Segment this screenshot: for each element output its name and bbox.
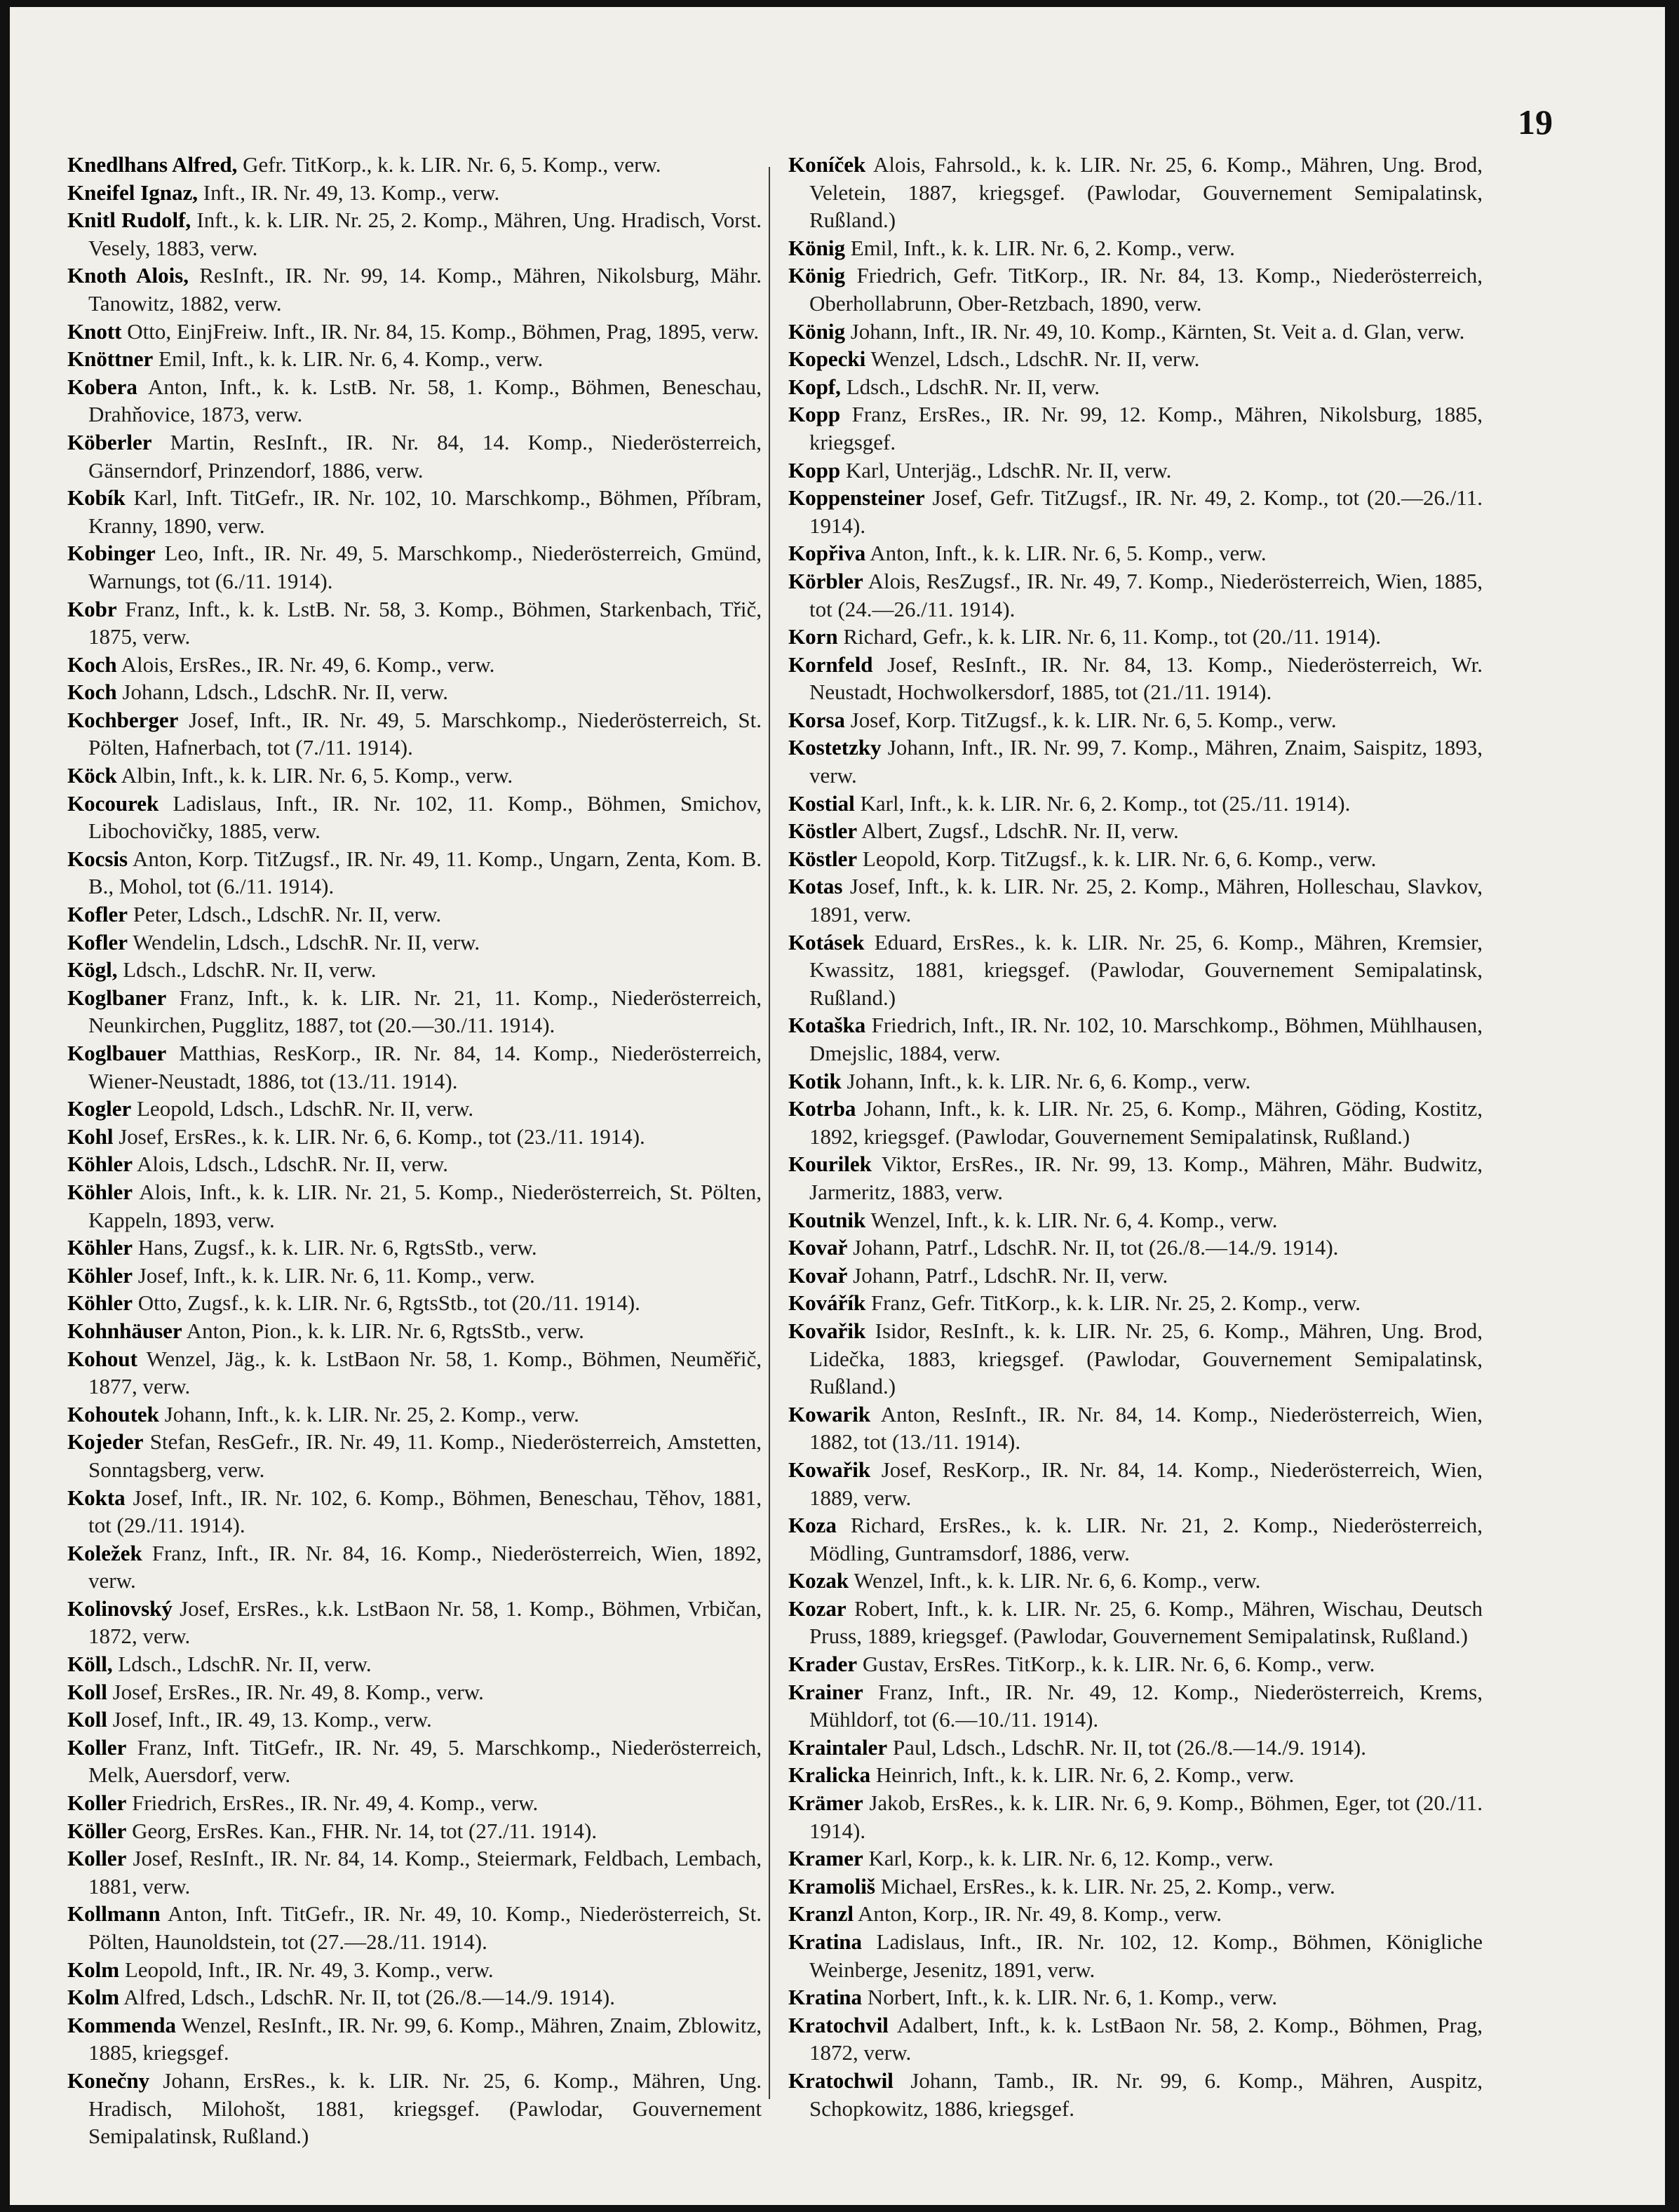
entry-details: Josef, ResInft., IR. Nr. 84, 13. Komp., Niederösterreich, Wr. Neustadt, Hochwolkersdorf, 1885, tot (21./11. 1914). <box>809 652 1483 705</box>
entry-surname: Kobera <box>67 374 137 399</box>
roll-entry <box>67 539 762 595</box>
entry-details: Alois, Fahrsold., k. k. LIR. Nr. 25, 6. Komp., Mähren, Ung. Brod, Veletein, 1887, kriegsgef. (Pawlodar, Gouvernement Semipalatinsk, Rußland.) <box>809 152 1483 233</box>
entry-details: Albin, Inft., k. k. LIR. Nr. 6, 5. Komp., verw. <box>121 763 513 788</box>
entry-surname: Kofler <box>67 929 128 955</box>
entry-details: Norbert, Inft., k. k. LIR. Nr. 6, 1. Komp., verw. <box>867 1985 1278 2010</box>
entry-surname: Kornfeld <box>788 652 873 677</box>
entry-details: Inft., k. k. LIR. Nr. 25, 2. Komp., Mähren, Ung. Hradisch, Vorst. Vesely, 1883, verw. <box>88 208 762 260</box>
entry-surname: Kobr <box>67 596 117 621</box>
roll-entry <box>788 1095 1483 1150</box>
column-divider <box>769 167 770 2099</box>
entry-details: Franz, Inft., k. k. LIR. Nr. 21, 11. Komp., Niederösterreich, Neunkirchen, Pugglitz, 1887, tot (20.—30./11. 1914). <box>88 985 762 1038</box>
roll-entry <box>67 678 762 706</box>
roll-entry <box>67 1817 762 1845</box>
entry-surname: Korn <box>788 624 838 649</box>
entry-details: Emil, Inft., k. k. LIR. Nr. 6, 4. Komp., verw. <box>159 346 544 372</box>
entry-details: Anton, Korp., IR. Nr. 49, 8. Komp., verw. <box>858 1901 1222 1927</box>
entry-surname: Koležek <box>67 1540 142 1565</box>
entry-surname: Koppensteiner <box>788 485 925 511</box>
roll-entry <box>67 1345 762 1401</box>
entry-surname: Knöttner <box>67 346 154 372</box>
roll-entry <box>788 373 1483 401</box>
entry-surname: Konečny <box>67 2068 150 2093</box>
entry-details: Wenzel, Jäg., k. k. LstBaon Nr. 58, 1. Komp., Böhmen, Neuměřič, 1877, verw. <box>88 1346 762 1399</box>
entry-details: Josef, ResInft., IR. Nr. 84, 14. Komp., Steiermark, Feldbach, Lembach, 1881, verw. <box>88 1846 762 1899</box>
entry-surname: Köhler <box>67 1235 133 1260</box>
entry-surname: König <box>788 318 845 344</box>
entry-details: Gefr. TitKorp., k. k. LIR. Nr. 6, 5. Komp., verw. <box>243 152 661 177</box>
entry-details: Inft., IR. Nr. 49, 13. Komp., verw. <box>203 180 500 205</box>
roll-entry <box>67 1484 762 1539</box>
roll-entry <box>67 929 762 957</box>
entry-details: Johann, Inft., k. k. LIR. Nr. 6, 6. Komp., verw. <box>847 1068 1251 1093</box>
roll-entry <box>788 623 1483 651</box>
entry-details: Anton, Inft., k. k. LIR. Nr. 6, 5. Komp., verw. <box>870 541 1267 566</box>
entry-details: Ldsch., LdschR. Nr. II, verw. <box>123 957 377 983</box>
roll-entry <box>788 1234 1483 1262</box>
entry-details: Franz, ErsRes., IR. Nr. 99, 12. Komp., Mähren, Nikolsburg, 1885, kriegsgef. <box>809 402 1483 454</box>
roll-entry <box>67 1983 762 2011</box>
entry-surname: Köhler <box>67 1152 133 1177</box>
entry-surname: Kotaška <box>788 1013 866 1038</box>
roll-entry <box>67 179 762 207</box>
roll-entry <box>788 1678 1483 1734</box>
roll-entry <box>67 151 762 179</box>
roll-entry <box>67 1262 762 1290</box>
entry-surname: Kozar <box>788 1596 847 1621</box>
roll-entry <box>788 1650 1483 1678</box>
roll-entry <box>788 1511 1483 1567</box>
page-number: 19 <box>1518 102 1553 142</box>
entry-surname: Koch <box>67 680 117 705</box>
entry-surname: Kotásek <box>788 929 865 955</box>
entry-details: Johann, Patrf., LdschR. Nr. II, verw. <box>853 1262 1168 1288</box>
entry-surname: Koutnik <box>788 1207 866 1232</box>
entry-surname: Krainer <box>788 1679 863 1704</box>
entry-details: Alois, ResZugsf., IR. Nr. 49, 7. Komp., Niederösterreich, Wien, 1885, tot (24.—26./11. 1914). <box>809 568 1483 621</box>
entry-details: Alois, Inft., k. k. LIR. Nr. 21, 5. Komp., Niederösterreich, St. Pölten, Kappeln, 1893, verw. <box>88 1179 762 1232</box>
roll-entry <box>67 790 762 845</box>
entry-surname: Kolm <box>67 1985 120 2010</box>
entry-surname: Koglbauer <box>67 1041 167 1065</box>
entry-details: Otto, Zugsf., k. k. LIR. Nr. 6, RgtsStb., tot (20./11. 1914). <box>137 1290 640 1316</box>
entry-details: Johann, Inft., k. k. LIR. Nr. 25, 2. Komp., verw. <box>164 1401 579 1427</box>
entry-details: Gustav, ErsRes. TitKorp., k. k. LIR. Nr. 6, 6. Komp., verw. <box>862 1652 1375 1677</box>
entry-details: Josef, Korp. TitZugsf., k. k. LIR. Nr. 6, 5. Komp., verw. <box>850 707 1337 732</box>
roll-entry <box>788 457 1483 485</box>
entry-details: Matthias, ResKorp., IR. Nr. 84, 14. Komp., Niederösterreich, Wiener-Neustadt, 1886, tot (13./11. 1914). <box>88 1041 762 1093</box>
entry-details: Leopold, Korp. TitZugsf., k. k. LIR. Nr. 6, 6. Komp., verw. <box>862 846 1377 871</box>
entry-details: Franz, Inft., IR. Nr. 84, 16. Komp., Niederösterreich, Wien, 1892, verw. <box>88 1540 762 1593</box>
entry-surname: Kovař <box>788 1262 848 1288</box>
roll-entry <box>788 1567 1483 1595</box>
entry-surname: Kohnhäuser <box>67 1318 182 1343</box>
entry-details: Ldsch., LdschR. Nr. II, verw. <box>846 374 1100 399</box>
entry-surname: Kotas <box>788 874 843 899</box>
roll-entry <box>788 2011 1483 2067</box>
entry-surname: Köck <box>67 763 117 788</box>
right-column <box>788 151 1483 2122</box>
roll-entry <box>67 1317 762 1345</box>
roll-entry <box>67 1123 762 1151</box>
entry-details: Peter, Ldsch., LdschR. Nr. II, verw. <box>133 902 442 927</box>
roll-entry <box>788 318 1483 346</box>
roll-entry <box>67 484 762 539</box>
roll-entry <box>67 1150 762 1178</box>
entry-details: Friedrich, ErsRes., IR. Nr. 49, 4. Komp., verw. <box>132 1790 539 1816</box>
entry-surname: Koch <box>67 652 117 677</box>
entry-surname: Kotik <box>788 1068 842 1093</box>
entry-details: Josef, ResKorp., IR. Nr. 84, 14. Komp., Niederösterreich, Wien, 1889, verw. <box>809 1457 1483 1510</box>
roll-entry <box>788 1150 1483 1206</box>
entry-details: Franz, Inft. TitGefr., IR. Nr. 49, 5. Marschkomp., Niederösterreich, Melk, Auersdorf, verw. <box>88 1734 762 1788</box>
roll-entry <box>67 2011 762 2067</box>
entry-surname: König <box>788 263 845 288</box>
entry-details: Karl, Unterjäg., LdschR. Nr. II, verw. <box>845 457 1172 483</box>
entry-details: Ladislaus, Inft., IR. Nr. 102, 11. Komp., Böhmen, Smichov, Libochovičky, 1885, verw. <box>88 790 762 844</box>
roll-entry <box>67 373 762 429</box>
entry-surname: Kowarik <box>788 1401 871 1427</box>
entry-details: Richard, Gefr., k. k. LIR. Nr. 6, 11. Komp., tot (20./11. 1914). <box>843 624 1381 649</box>
entry-details: Wenzel, Inft., k. k. LIR. Nr. 6, 4. Komp., verw. <box>870 1207 1278 1232</box>
roll-entry <box>788 1262 1483 1290</box>
entry-surname: Knott <box>67 318 122 344</box>
roll-entry <box>67 762 762 790</box>
roll-entry <box>788 651 1483 706</box>
entry-details: Ladislaus, Inft., IR. Nr. 102, 12. Komp., Böhmen, Königliche Weinberge, Jesenitz, 1891, verw. <box>809 1929 1483 1982</box>
roll-entry <box>67 2067 762 2150</box>
entry-details: Johann, Ldsch., LdschR. Nr. II, verw. <box>122 680 448 705</box>
entry-surname: Koller <box>67 1790 127 1816</box>
entry-details: Karl, Inft. TitGefr., IR. Nr. 102, 10. Marschkomp., Böhmen, Příbram, Kranny, 1890, verw. <box>88 485 762 538</box>
entry-surname: Kratochvil <box>788 2012 889 2037</box>
roll-entry <box>788 1456 1483 1511</box>
entry-details: Adalbert, Inft., k. k. LstBaon Nr. 58, 2. Komp., Böhmen, Prag, 1872, verw. <box>809 2012 1483 2065</box>
entry-details: Alois, Ldsch., LdschR. Nr. II, verw. <box>137 1152 449 1177</box>
roll-entry <box>788 1900 1483 1928</box>
roll-entry <box>788 790 1483 818</box>
entry-details: Johann, Inft., IR. Nr. 49, 10. Komp., Kärnten, St. Veit a. d. Glan, verw. <box>850 318 1465 344</box>
entry-details: ResInft., IR. Nr. 99, 14. Komp., Mähren, Nikolsburg, Mähr. Tanowitz, 1882, verw. <box>88 263 762 316</box>
roll-entry <box>788 400 1483 456</box>
entry-details: Isidor, ResInft., k. k. LIR. Nr. 25, 6. Komp., Mähren, Ung. Brod, Lidečka, 1883, kriegsgef. (Pawlodar, Gouvernement Semipalatinsk, Rußland.) <box>809 1318 1483 1399</box>
roll-entry <box>788 1928 1483 1983</box>
entry-surname: Koza <box>788 1513 837 1538</box>
roll-entry <box>67 1956 762 1984</box>
roll-entry <box>788 706 1483 734</box>
roll-entry <box>788 872 1483 928</box>
roll-entry <box>67 1095 762 1123</box>
entry-surname: Kramer <box>788 1846 863 1871</box>
entry-surname: Koller <box>67 1846 127 1871</box>
entry-surname: Kojeder <box>67 1429 144 1455</box>
entry-details: Alfred, Ldsch., LdschR. Nr. II, tot (26./8.—14./9. 1914). <box>123 1985 615 2010</box>
left-column <box>67 151 762 2150</box>
entry-details: Josef, ErsRes., IR. Nr. 49, 8. Komp., verw. <box>112 1679 484 1704</box>
roll-entry <box>67 595 762 651</box>
entry-details: Wenzel, Inft., k. k. LIR. Nr. 6, 6. Komp., verw. <box>854 1568 1261 1593</box>
entry-details: Jakob, ErsRes., k. k. LIR. Nr. 6, 9. Komp., Böhmen, Eger, tot (20./11. 1914). <box>809 1790 1483 1843</box>
entry-surname: Knedlhans Alfred, <box>67 152 238 177</box>
entry-surname: König <box>788 235 845 260</box>
entry-details: Josef, Inft., k. k. LIR. Nr. 25, 2. Komp., Mähren, Holleschau, Slavkov, 1891, verw. <box>809 874 1483 927</box>
entry-surname: Kohl <box>67 1124 114 1149</box>
roll-entry <box>67 318 762 346</box>
entry-details: Anton, ResInft., IR. Nr. 84, 14. Komp., Niederösterreich, Wien, 1882, tot (13./11. 1914). <box>809 1401 1483 1455</box>
roll-entry <box>67 984 762 1039</box>
roll-entry <box>788 484 1483 539</box>
entry-surname: Kolinovský <box>67 1596 173 1621</box>
entry-surname: Koll <box>67 1679 107 1704</box>
entry-surname: Krämer <box>788 1790 863 1816</box>
roll-entry <box>788 262 1483 317</box>
entry-surname: Kratina <box>788 1985 863 2010</box>
roll-entry <box>788 1289 1483 1317</box>
roll-entry <box>788 1595 1483 1650</box>
entry-details: Johann, Patrf., LdschR. Nr. II, tot (26./8.—14./9. 1914). <box>853 1235 1339 1260</box>
entry-surname: Kneifel Ignaz, <box>67 180 198 205</box>
entry-surname: Kraintaler <box>788 1734 888 1760</box>
entry-surname: Körbler <box>788 568 863 593</box>
entry-surname: Kostial <box>788 790 855 816</box>
roll-entry <box>788 234 1483 262</box>
roll-entry <box>788 2067 1483 2122</box>
entry-details: Albert, Zugsf., LdschR. Nr. II, verw. <box>861 818 1179 844</box>
entry-surname: Kovařik <box>788 1318 866 1343</box>
entry-surname: Köhler <box>67 1290 133 1316</box>
entry-surname: Kolm <box>67 1957 120 1982</box>
entry-details: Johann, Tamb., IR. Nr. 99, 6. Komp., Mähren, Auspitz, Schopkowitz, 1886, kriegsgef. <box>809 2068 1483 2121</box>
entry-surname: Kostetzky <box>788 735 882 760</box>
entry-surname: Korsa <box>788 707 845 732</box>
roll-entry <box>67 1539 762 1595</box>
entry-surname: Köller <box>67 1818 127 1843</box>
entry-surname: Kranzl <box>788 1901 854 1927</box>
entry-details: Josef, Inft., k. k. LIR. Nr. 6, 11. Komp., verw. <box>137 1262 535 1288</box>
entry-details: Ldsch., LdschR. Nr. II, verw. <box>118 1652 372 1677</box>
roll-entry <box>67 651 762 679</box>
roll-entry <box>67 1595 762 1650</box>
roll-entry <box>788 151 1483 234</box>
roll-entry <box>788 345 1483 373</box>
roll-entry <box>788 539 1483 567</box>
roll-entry <box>788 1734 1483 1762</box>
roll-entry <box>788 1789 1483 1845</box>
entry-surname: Koglbaner <box>67 985 167 1010</box>
roll-entry <box>67 845 762 901</box>
entry-details: Michael, ErsRes., k. k. LIR. Nr. 25, 2. Komp., verw. <box>880 1873 1335 1899</box>
entry-details: Georg, ErsRes. Kan., FHR. Nr. 14, tot (27./11. 1914). <box>132 1818 598 1843</box>
entry-surname: Kramoliš <box>788 1873 875 1899</box>
roll-entry <box>788 1845 1483 1873</box>
entry-surname: Kopp <box>788 457 841 483</box>
roll-entry <box>788 1317 1483 1401</box>
roll-entry <box>67 345 762 373</box>
entry-surname: Kochberger <box>67 707 179 732</box>
entry-surname: Kocsis <box>67 846 128 871</box>
entry-details: Emil, Inft., k. k. LIR. Nr. 6, 2. Komp., verw. <box>850 235 1235 260</box>
entry-surname: Koníček <box>788 152 866 177</box>
roll-entry <box>67 956 762 984</box>
entry-surname: Kopf, <box>788 374 841 399</box>
entry-surname: Kopřiva <box>788 541 866 566</box>
entry-details: Viktor, ErsRes., IR. Nr. 99, 13. Komp., Mähren, Mähr. Budwitz, Jarmeritz, 1883, verw. <box>809 1152 1483 1204</box>
entry-details: Martin, ResInft., IR. Nr. 84, 14. Komp., Niederösterreich, Gänserndorf, Prinzendorf, 1886, verw. <box>88 429 762 483</box>
entry-details: Heinrich, Inft., k. k. LIR. Nr. 6, 2. Komp., verw. <box>875 1762 1295 1788</box>
entry-surname: Knoth Alois, <box>67 263 189 288</box>
roll-entry <box>67 1289 762 1317</box>
roll-entry <box>788 734 1483 789</box>
roll-entry <box>67 1428 762 1483</box>
roll-entry <box>788 1983 1483 2011</box>
entry-surname: Kommenda <box>67 2012 176 2037</box>
roll-entry <box>788 1401 1483 1456</box>
entry-surname: Kohoutek <box>67 1401 159 1427</box>
entry-details: Alois, ErsRes., IR. Nr. 49, 6. Komp., verw. <box>121 652 495 677</box>
entry-details: Anton, Inft. TitGefr., IR. Nr. 49, 10. Komp., Niederösterreich, St. Pölten, Haunoldstein, tot (27.—28./11. 1914). <box>88 1901 762 1954</box>
entry-surname: Köstler <box>788 846 858 871</box>
roll-entry <box>67 1401 762 1429</box>
entry-surname: Krader <box>788 1652 858 1677</box>
entry-surname: Kopecki <box>788 346 866 372</box>
entry-details: Josef, Inft., IR. 49, 13. Komp., verw. <box>112 1707 432 1732</box>
roll-entry <box>67 1234 762 1262</box>
entry-surname: Kratina <box>788 1929 863 1954</box>
entry-details: Leopold, Inft., IR. Nr. 49, 3. Komp., verw. <box>124 1957 494 1982</box>
roll-entry <box>67 706 762 762</box>
roll-entry <box>788 1873 1483 1901</box>
roll-entry <box>788 1067 1483 1095</box>
entry-details: Johann, ErsRes., k. k. LIR. Nr. 25, 6. Komp., Mähren, Ung. Hradisch, Milohošt, 1881, kriegsgef. (Pawlodar, Gouvernement Semipalatinsk, Rußland.) <box>88 2068 762 2149</box>
entry-details: Karl, Korp., k. k. LIR. Nr. 6, 12. Komp., verw. <box>868 1846 1274 1871</box>
roll-entry <box>67 901 762 929</box>
entry-details: Friedrich, Gefr. TitKorp., IR. Nr. 84, 13. Komp., Niederösterreich, Oberhollabrunn, Ober-Retzbach, 1890, verw. <box>809 263 1483 316</box>
entry-details: Richard, ErsRes., k. k. LIR. Nr. 21, 2. Komp., Niederösterreich, Mödling, Guntramsdorf, 1886, verw. <box>809 1513 1483 1565</box>
roll-entry <box>67 1789 762 1817</box>
entry-surname: Köberler <box>67 429 152 454</box>
entry-details: Franz, Gefr. TitKorp., k. k. LIR. Nr. 25, 2. Komp., verw. <box>870 1290 1361 1316</box>
entry-surname: Kogler <box>67 1096 132 1121</box>
entry-surname: Koll <box>67 1707 107 1732</box>
entry-details: Josef, ErsRes., k. k. LIR. Nr. 6, 6. Komp., tot (23./11. 1914). <box>119 1124 645 1149</box>
entry-surname: Köhler <box>67 1179 133 1204</box>
entry-surname: Kovářík <box>788 1290 866 1316</box>
entry-details: Leo, Inft., IR. Nr. 49, 5. Marschkomp., Niederösterreich, Gmünd, Warnungs, tot (6./11. 1914). <box>88 541 762 593</box>
roll-entry <box>67 429 762 484</box>
entry-details: Karl, Inft., k. k. LIR. Nr. 6, 2. Komp., tot (25./11. 1914). <box>860 790 1351 816</box>
document-page <box>10 7 1665 2205</box>
entry-details: Robert, Inft., k. k. LIR. Nr. 25, 6. Komp., Mähren, Wischau, Deutsch Pruss, 1889, kriegsgef. (Pawlodar, Gouvernement Semipalatinsk, Rußland.) <box>809 1596 1483 1649</box>
entry-details: Josef, Inft., IR. Nr. 49, 5. Marschkomp., Niederösterreich, St. Pölten, Hafnerbach, tot (7./11. 1914). <box>88 707 762 760</box>
entry-surname: Kofler <box>67 902 128 927</box>
entry-surname: Kovař <box>788 1235 848 1260</box>
entry-surname: Köhler <box>67 1262 133 1288</box>
entry-details: Anton, Pion., k. k. LIR. Nr. 6, RgtsStb., verw. <box>186 1318 584 1343</box>
entry-surname: Kratochwil <box>788 2068 894 2093</box>
roll-entry <box>788 845 1483 873</box>
entry-details: Otto, EinjFreiw. Inft., IR. Nr. 84, 15. Komp., Böhmen, Prag, 1895, verw. <box>127 318 760 344</box>
entry-surname: Kozak <box>788 1568 849 1593</box>
roll-entry <box>67 1678 762 1706</box>
entry-details: Wendelin, Ldsch., LdschR. Nr. II, verw. <box>133 929 480 955</box>
entry-surname: Kocourek <box>67 790 159 816</box>
entry-details: Leopold, Ldsch., LdschR. Nr. II, verw. <box>137 1096 474 1121</box>
entry-surname: Koller <box>67 1734 127 1760</box>
roll-entry <box>67 1650 762 1678</box>
entry-details: Stefan, ResGefr., IR. Nr. 49, 11. Komp., Niederösterreich, Amstetten, Sonntagsberg, verw. <box>88 1429 762 1482</box>
entry-surname: Knitl Rudolf, <box>67 208 191 233</box>
roll-entry <box>788 817 1483 845</box>
entry-details: Hans, Zugsf., k. k. LIR. Nr. 6, RgtsStb., verw. <box>137 1235 537 1260</box>
roll-entry <box>67 1706 762 1734</box>
roll-entry <box>788 1206 1483 1234</box>
roll-entry <box>67 206 762 262</box>
roll-entry <box>67 1900 762 1955</box>
entry-details: Franz, Inft., IR. Nr. 49, 12. Komp., Niederösterreich, Krems, Mühldorf, tot (6.—10./11. 1914). <box>809 1679 1483 1732</box>
roll-entry <box>67 1178 762 1234</box>
entry-surname: Kollmann <box>67 1901 161 1927</box>
entry-details: Josef, Gefr. TitZugsf., IR. Nr. 49, 2. Komp., tot (20.—26./11. 1914). <box>809 485 1483 538</box>
roll-entry <box>67 1039 762 1095</box>
entry-surname: Kowařik <box>788 1457 871 1482</box>
roll-entry <box>788 567 1483 623</box>
entry-surname: Kobinger <box>67 541 156 566</box>
entry-details: Johann, Inft., IR. Nr. 99, 7. Komp., Mähren, Znaim, Saispitz, 1893, verw. <box>809 735 1483 788</box>
entry-surname: Kotrba <box>788 1096 856 1121</box>
entry-details: Josef, Inft., IR. Nr. 102, 6. Komp., Böhmen, Beneschau, Těhov, 1881, tot (29./11. 1914). <box>88 1485 762 1538</box>
entry-surname: Kourilek <box>788 1152 872 1177</box>
roll-entry <box>67 1734 762 1789</box>
entry-surname: Kopp <box>788 402 841 427</box>
entry-surname: Kokta <box>67 1485 126 1510</box>
entry-details: Anton, Korp. TitZugsf., IR. Nr. 49, 11. Komp., Ungarn, Zenta, Kom. B. B., Mohol, tot (6./11. 1914). <box>88 846 762 899</box>
entry-details: Eduard, ErsRes., k. k. LIR. Nr. 25, 6. Komp., Mähren, Kremsier, Kwassitz, 1881, kriegsgef. (Pawlodar, Gouvernement Semipalatinsk, Rußland.) <box>809 929 1483 1010</box>
entry-details: Paul, Ldsch., LdschR. Nr. II, tot (26./8.—14./9. 1914). <box>892 1734 1366 1760</box>
entry-details: Wenzel, Ldsch., LdschR. Nr. II, verw. <box>870 346 1200 372</box>
entry-details: Franz, Inft., k. k. LstB. Nr. 58, 3. Komp., Böhmen, Starkenbach, Třič, 1875, verw. <box>88 596 762 649</box>
entry-details: Johann, Inft., k. k. LIR. Nr. 25, 6. Komp., Mähren, Göding, Kostitz, 1892, kriegsgef. (Pawlodar, Gouvernement Semipalatinsk, Rußland.) <box>809 1096 1483 1149</box>
entry-details: Friedrich, Inft., IR. Nr. 102, 10. Marschkomp., Böhmen, Mühlhausen, Dmejslic, 1884, verw. <box>809 1013 1483 1065</box>
entry-surname: Köll, <box>67 1652 113 1677</box>
entry-details: Anton, Inft., k. k. LstB. Nr. 58, 1. Komp., Böhmen, Beneschau, Drahňovice, 1873, verw. <box>88 374 762 427</box>
roll-entry <box>788 929 1483 1012</box>
entry-surname: Köstler <box>788 818 858 844</box>
entry-surname: Kralicka <box>788 1762 871 1788</box>
roll-entry <box>788 1761 1483 1789</box>
entry-surname: Kobík <box>67 485 126 511</box>
entry-details: Wenzel, ResInft., IR. Nr. 99, 6. Komp., Mähren, Znaim, Zblowitz, 1885, kriegsgef. <box>88 2012 762 2065</box>
roll-entry <box>67 1845 762 1900</box>
entry-surname: Kohout <box>67 1346 137 1371</box>
roll-entry <box>67 262 762 317</box>
roll-entry <box>788 1011 1483 1067</box>
entry-surname: Kögl, <box>67 957 118 983</box>
entry-details: Josef, ErsRes., k.k. LstBaon Nr. 58, 1. Komp., Böhmen, Vrbičan, 1872, verw. <box>88 1596 762 1649</box>
